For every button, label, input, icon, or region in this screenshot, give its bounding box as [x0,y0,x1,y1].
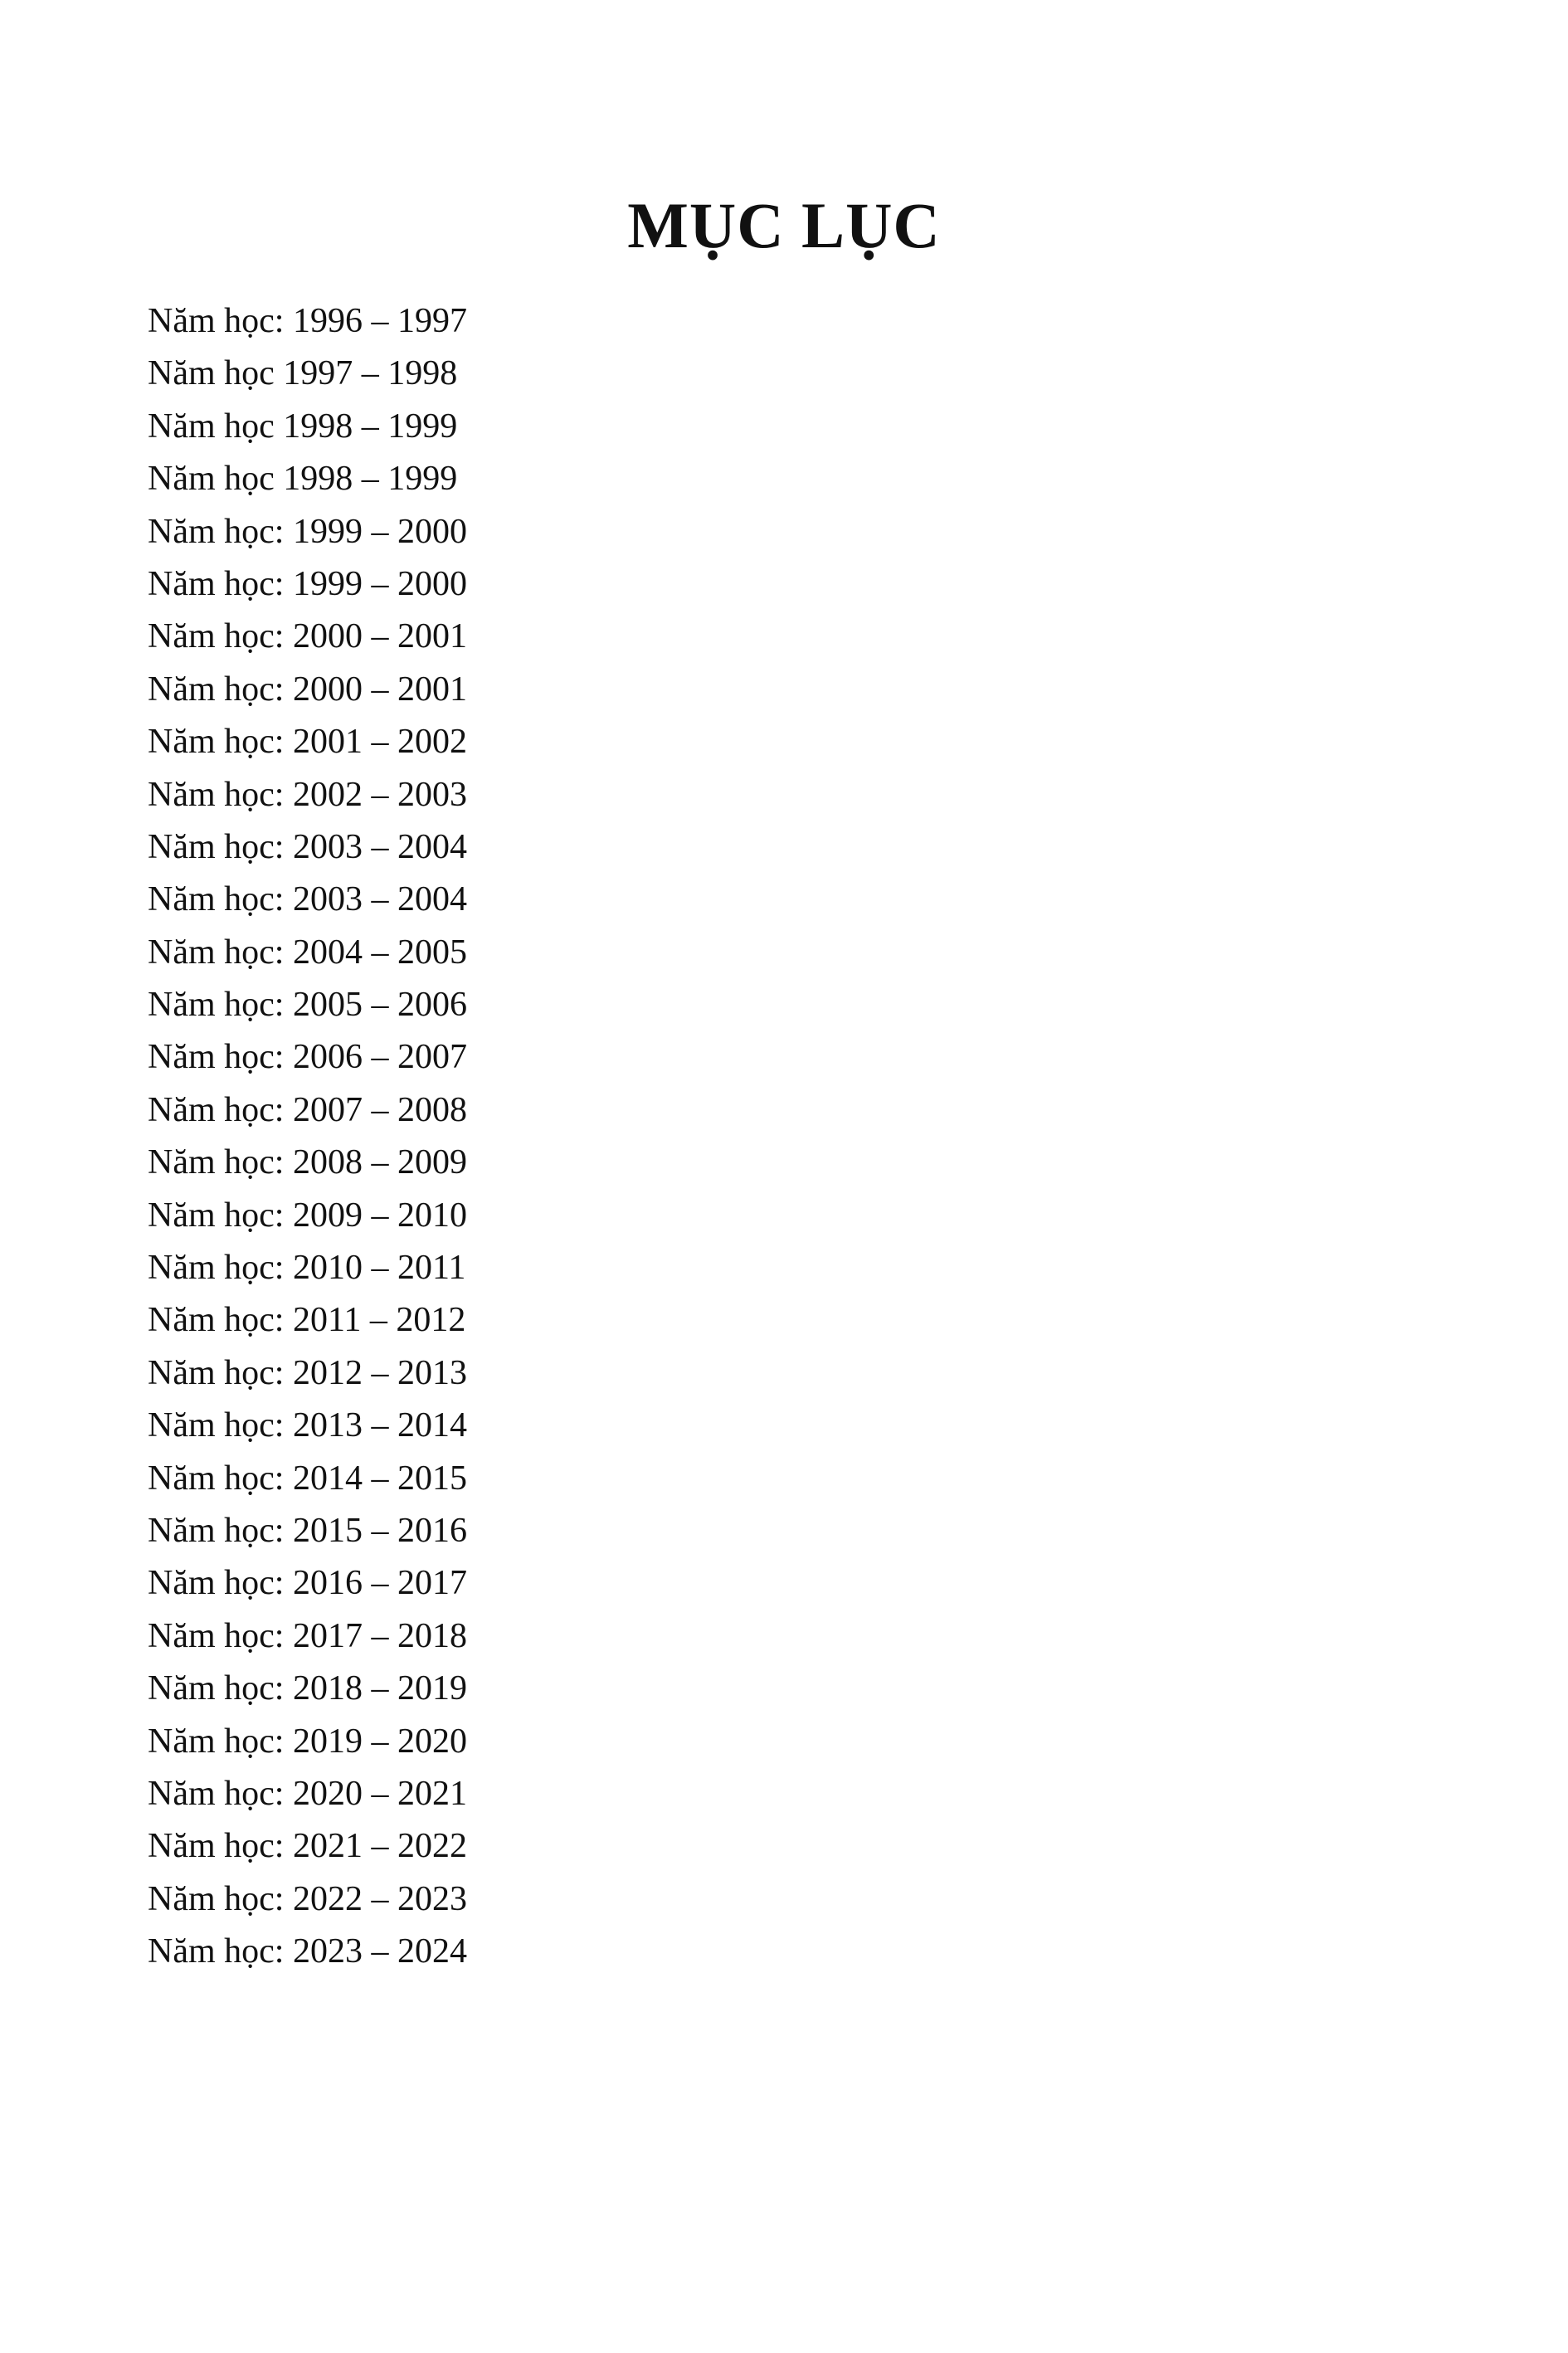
toc-entry-label: Năm học: 2004 – 2005 [148,933,467,972]
toc-entry-label: Năm học: 1999 – 2000 [148,512,467,551]
toc-entry[interactable] [148,1190,1424,1242]
toc-entry[interactable] [148,1716,1424,1768]
toc-entry[interactable] [148,1294,1424,1347]
toc-entry-label: Năm học: 2013 – 2014 [148,1406,467,1445]
toc-entry-label: Năm học: 2012 – 2013 [148,1353,467,1392]
toc-entry[interactable] [148,927,1424,979]
toc-entry-label: Năm học: 2021 – 2022 [148,1827,467,1866]
toc-entry-label: Năm học: 2009 – 2010 [148,1196,467,1235]
toc-entry-label: Năm học: 2022 – 2023 [148,1879,467,1918]
toc-entry[interactable] [148,769,1424,821]
toc-entry-label: Năm học: 2000 – 2001 [148,670,467,709]
toc-entry[interactable] [148,716,1424,768]
toc-entry[interactable] [148,821,1424,874]
toc-entry-label: Năm học: 2019 – 2020 [148,1722,467,1761]
toc-entry-label: Năm học 1997 – 1998 [148,354,458,393]
toc-entry[interactable] [148,348,1424,400]
toc-entry[interactable] [148,1031,1424,1084]
toc-entry-label: Năm học 1998 – 1999 [148,407,458,446]
toc-entry[interactable] [148,979,1424,1031]
toc-entry-label: Năm học: 1996 – 1997 [148,302,467,340]
toc-entry-label: Năm học: 2018 – 2019 [148,1669,467,1708]
toc-entry[interactable] [148,611,1424,663]
toc-entry-label: Năm học 1998 – 1999 [148,460,458,499]
toc-entry-label: Năm học: 2014 – 2015 [148,1459,467,1498]
toc-entry[interactable] [148,1084,1424,1137]
toc-entry[interactable] [148,1873,1424,1926]
toc-entry[interactable] [148,664,1424,716]
toc-entry[interactable] [148,874,1424,926]
toc-entry[interactable] [148,453,1424,505]
toc-entry[interactable] [148,1242,1424,1294]
toc-entry-label: Năm học: 1999 – 2000 [148,564,467,603]
toc-entry-label: Năm học: 2005 – 2006 [148,986,467,1025]
toc-entry-label: Năm học: 2000 – 2001 [148,617,467,656]
toc-entry[interactable] [148,1926,1424,1978]
toc-entry-label: Năm học: 2010 – 2011 [148,1249,466,1288]
toc-entry[interactable] [148,1505,1424,1557]
toc-entry-label: Năm học: 2011 – 2012 [148,1301,466,1340]
toc-entry-label: Năm học: 2003 – 2004 [148,880,467,919]
toc-entry-label: Năm học: 2017 – 2018 [148,1616,467,1655]
toc-entry[interactable] [148,1453,1424,1505]
toc-entry-label: Năm học: 2020 – 2021 [148,1774,467,1813]
toc-entry-label: Năm học: 2016 – 2017 [148,1564,467,1603]
toc-entry[interactable] [148,295,1424,348]
toc-entry[interactable] [148,1347,1424,1400]
toc-entry[interactable] [148,401,1424,453]
table-of-contents [148,295,1424,1979]
toc-entry-label: Năm học: 2008 – 2009 [148,1143,467,1182]
toc-entry[interactable] [148,506,1424,558]
toc-entry[interactable] [148,1663,1424,1715]
toc-entry-label: Năm học: 2001 – 2002 [148,723,467,762]
toc-entry[interactable] [148,1137,1424,1189]
toc-entry-label: Năm học: 2015 – 2016 [148,1511,467,1550]
toc-entry[interactable] [148,1557,1424,1610]
toc-entry[interactable] [148,558,1424,611]
toc-entry[interactable] [148,1820,1424,1873]
toc-entry-label: Năm học: 2006 – 2007 [148,1038,467,1077]
toc-entry-label: Năm học: 2007 – 2008 [148,1090,467,1129]
toc-entry[interactable] [148,1768,1424,1820]
page-title: MỤC LỤC [627,189,941,261]
toc-entry[interactable] [148,1610,1424,1663]
toc-entry[interactable] [148,1400,1424,1452]
toc-entry-label: Năm học: 2023 – 2024 [148,1932,467,1971]
toc-entry-label: Năm học: 2003 – 2004 [148,827,467,866]
toc-entry-label: Năm học: 2002 – 2003 [148,775,467,814]
